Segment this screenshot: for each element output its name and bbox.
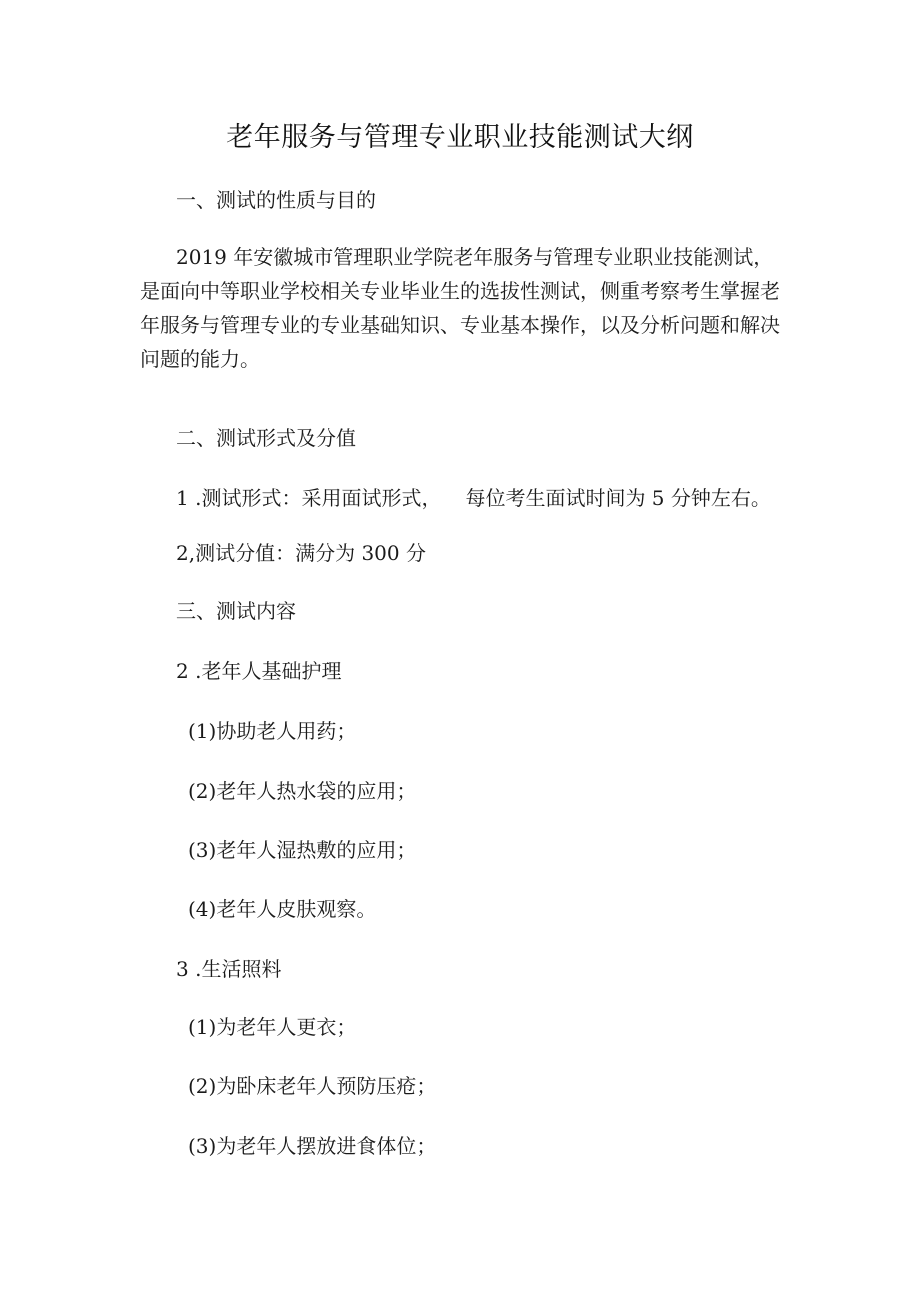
paragraph-line: 问题的能力。: [140, 347, 260, 371]
list-item: (3)为老年人摆放进食体位；: [188, 1134, 437, 1158]
list-item-test-score: 2,测试分值：满分为 300 分: [176, 541, 426, 565]
list-item: (3)老年人湿热敷的应用；: [188, 838, 417, 862]
section-heading-nature-purpose: 一、测试的性质与目的: [176, 188, 376, 212]
list-item: (1)协助老人用药；: [188, 719, 357, 743]
content-group-basic-care: 2 .老年人基础护理: [176, 659, 342, 683]
paragraph-line: 是面向中等职业学校相关专业毕业生的选拔性测试，侧重考察考生掌握老: [140, 279, 780, 303]
content-group-daily-care: 3 .生活照料: [176, 957, 282, 981]
paragraph-line: 年服务与管理专业的专业基础知识、专业基本操作，以及分析问题和解决: [140, 313, 780, 337]
test-format-label: 1 .测试形式：采用面试形式，: [176, 486, 442, 510]
list-item: (1)为老年人更衣；: [188, 1015, 357, 1039]
list-item: (4)老年人皮肤观察。: [188, 897, 377, 921]
test-format-detail: 每位考生面试时间为 5 分钟左右。: [465, 486, 771, 510]
paragraph-line: 2019 年安徽城市管理职业学院老年服务与管理专业职业技能测试，: [176, 245, 774, 269]
section-heading-content: 三、测试内容: [176, 599, 296, 623]
section-heading-format-score: 二、测试形式及分值: [176, 426, 356, 450]
list-item: (2)老年人热水袋的应用；: [188, 779, 417, 803]
document-title: 老年服务与管理专业职业技能测试大纲: [226, 122, 694, 153]
section-paragraph-nature-purpose: [140, 240, 782, 376]
list-item: (2)为卧床老年人预防压疮；: [188, 1074, 437, 1098]
list-item-test-format: [176, 483, 771, 513]
